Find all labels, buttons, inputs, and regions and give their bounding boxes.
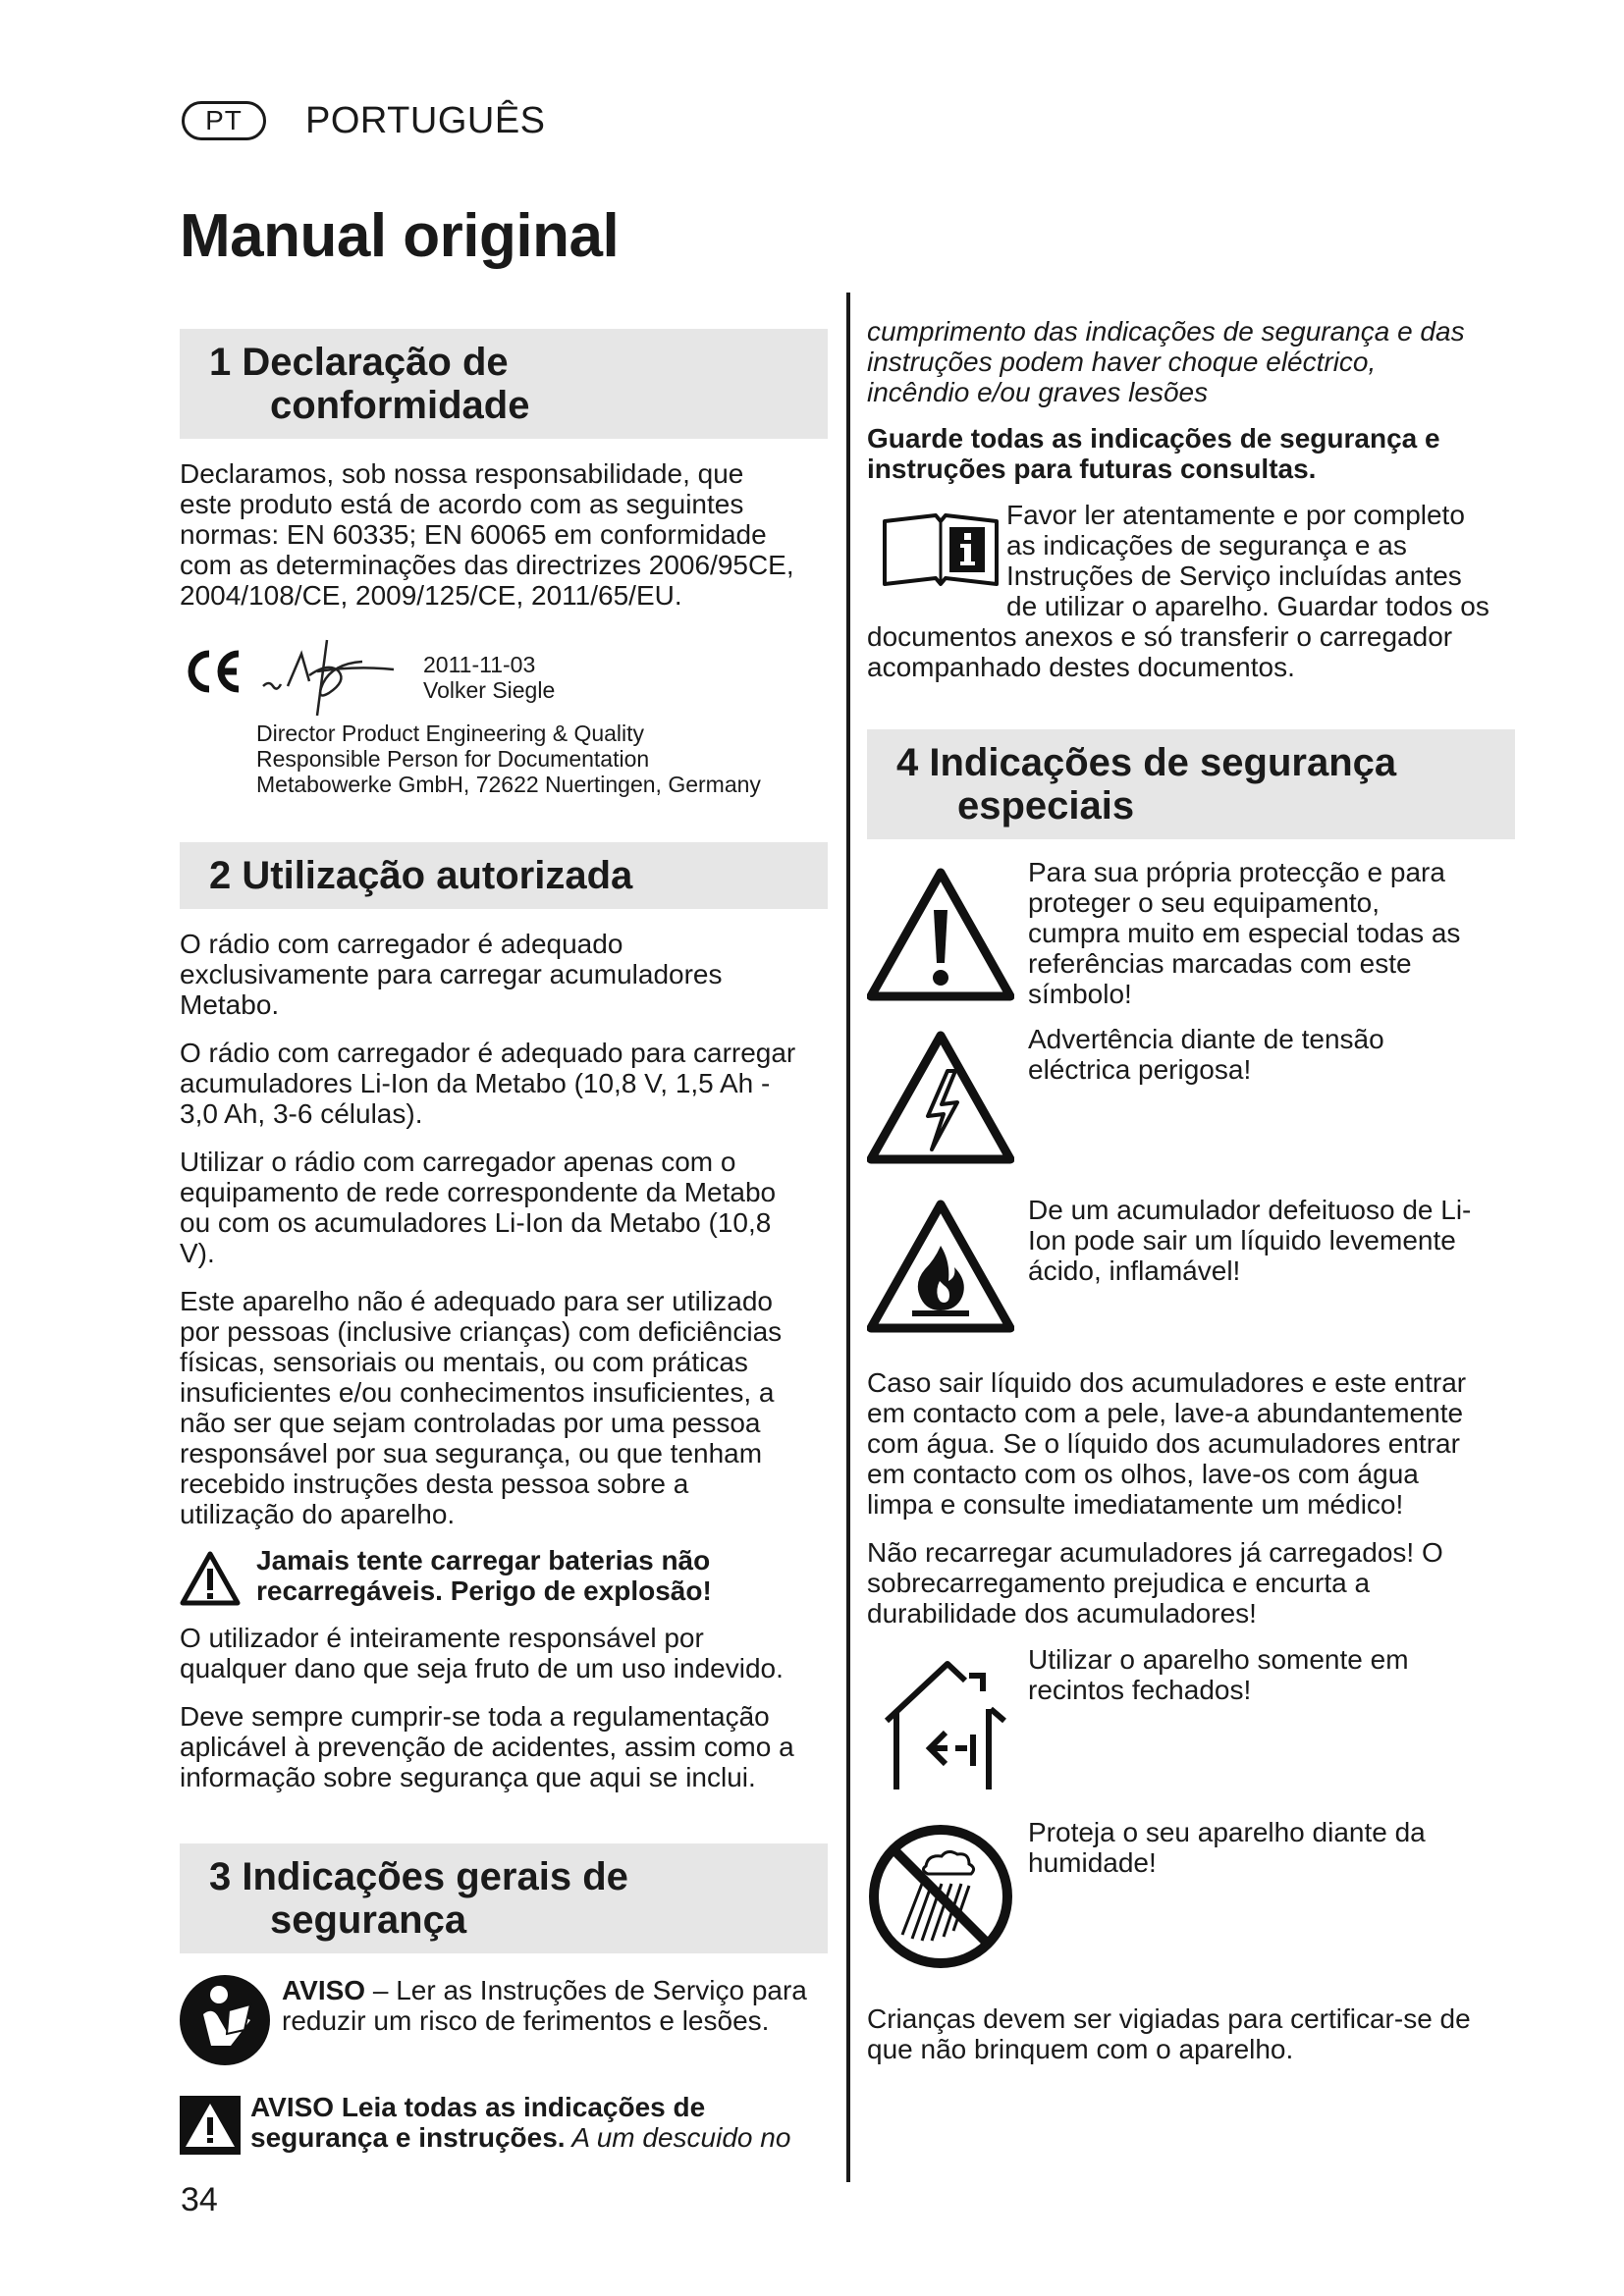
text-line: O rádio com carregador é adequado <box>180 929 623 959</box>
text-line: segurança e instruções. <box>250 2122 566 2153</box>
section-title-line: Declaração de <box>242 341 509 384</box>
section-3-heading <box>180 1843 828 1953</box>
text-line: físicas, sensoriais ou mentais, ou com práticas <box>180 1347 748 1377</box>
section-number: 4 <box>896 741 919 784</box>
aviso-label: AVISO <box>282 1975 366 2005</box>
text-line: Utilizar o aparelho somente em <box>1028 1644 1409 1675</box>
text-line: em contacto com os olhos, lave-os com água <box>867 1459 1419 1489</box>
flammable-hazard-icon <box>867 1195 1014 1341</box>
text-line: que não brinquem com o aparelho. <box>867 2034 1294 2064</box>
section-title: Utilização autorizada <box>242 854 633 897</box>
text-line: A um descuido no <box>565 2122 791 2153</box>
text-line: Este aparelho não é adequado para ser utilizado <box>180 1286 773 1316</box>
symbol-description <box>1014 1644 1515 1705</box>
section-4-heading <box>867 729 1515 839</box>
symbol-description <box>1014 1195 1515 1286</box>
ce-mark-icon <box>191 654 239 689</box>
paragraph <box>180 1147 828 1268</box>
text-line: Favor ler atentamente e por completo <box>1006 500 1465 530</box>
general-warning-icon <box>867 857 1014 1009</box>
declaration-paragraph <box>180 458 828 611</box>
symbol-description <box>1014 1024 1515 1085</box>
signer-title: Director Product Engineering & Quality <box>256 721 645 746</box>
text-line: V). <box>180 1238 215 1268</box>
text-line: AVISO Leia todas as indicações de <box>250 2092 706 2122</box>
page-title: Manual original <box>180 202 620 270</box>
text-line: Proteja o seu aparelho diante da <box>1028 1817 1426 1847</box>
text-line: proteger o seu equipamento, <box>1028 887 1380 918</box>
declaration-date: 2011-11-03 <box>423 652 536 677</box>
text-line: as indicações de segurança e as <box>1006 530 1407 561</box>
text-line: por pessoas (inclusive crianças) com deficiências <box>180 1316 783 1347</box>
conformity-declaration-block <box>180 632 828 809</box>
section-title-line: segurança <box>270 1898 467 1942</box>
symbol-description <box>1014 1817 1515 1878</box>
battery-warning <box>180 1545 828 1611</box>
symbol-row <box>867 1817 1515 2003</box>
indoor-use-icon <box>867 1644 1014 1802</box>
warning-text <box>256 1545 828 1606</box>
paragraph <box>180 1038 828 1129</box>
text-line: Utilizar o rádio com carregador apenas com o <box>180 1147 736 1177</box>
signature-icon <box>263 640 394 716</box>
section-title-line: Indicações gerais de <box>242 1855 628 1898</box>
text-line: acompanhado destes documentos. <box>867 652 1295 682</box>
text-line: qualquer dano que seja fruto de um uso indevido. <box>180 1653 784 1683</box>
symbol-description <box>1014 857 1515 1009</box>
section-title-line: especiais <box>957 784 1135 828</box>
text-line: De um acumulador defeituoso de Li- <box>1028 1195 1472 1225</box>
text-line: Deve sempre cumprir-se toda a regulamentação <box>180 1701 770 1732</box>
read-manual-warning <box>180 1975 828 2070</box>
text-line: recarregáveis. Perigo de explosão! <box>256 1575 712 1606</box>
symbol-row <box>867 1644 1515 1817</box>
text-line: durabilidade dos acumuladores! <box>867 1598 1257 1629</box>
language-indicator <box>182 98 546 143</box>
symbol-row <box>867 857 1515 1024</box>
paragraph <box>180 1286 828 1529</box>
paragraph <box>867 621 1515 682</box>
symbol-row <box>867 1024 1515 1195</box>
section-title-line: conformidade <box>270 384 530 427</box>
paragraph <box>867 1367 1515 1520</box>
text-line: incêndio e/ou graves lesões <box>867 377 1209 407</box>
text-line: acumuladores Li-Ion da Metabo (10,8 V, 1,5 Ah - <box>180 1068 771 1098</box>
text-line: Crianças devem ser vigiadas para certificar-se de <box>867 2003 1471 2034</box>
general-safety-warning <box>180 2092 828 2160</box>
text-line: Ion pode sair um líquido levemente <box>1028 1225 1456 1255</box>
text-line: Jamais tente carregar baterias não <box>256 1545 711 1575</box>
text-line: limpa e consulte imediatamente um médico! <box>867 1489 1404 1520</box>
text-line: normas: EN 60335; EN 60065 em conformidade <box>180 519 767 550</box>
signer-role: Responsible Person for Documentation <box>256 746 650 772</box>
text-line: referências marcadas com este <box>1028 948 1412 979</box>
company-address: Metabowerke GmbH, 72622 Nuertingen, Germany <box>256 772 761 797</box>
text-line: recebido instruções desta pessoa sobre a <box>180 1468 689 1499</box>
section-number: 1 <box>209 341 232 384</box>
language-code-badge: PT <box>182 101 266 140</box>
paragraph <box>180 1623 828 1683</box>
text-line: informação sobre segurança que aqui se inclui. <box>180 1762 756 1792</box>
text-line: 3,0 Ah, 3-6 células). <box>180 1098 423 1129</box>
right-column <box>867 316 1515 2064</box>
left-column <box>180 329 828 2160</box>
continued-warning-text <box>867 316 1515 407</box>
section-1-heading <box>180 329 828 439</box>
text-line: Caso sair líquido dos acumuladores e este entrar <box>867 1367 1467 1398</box>
text-line: eléctrica perigosa! <box>1028 1054 1252 1085</box>
text-line: sobrecarregamento prejudica e encurta a <box>867 1568 1371 1598</box>
text-line: exclusivamente para carregar acumuladores <box>180 959 723 989</box>
warning-triangle-icon <box>180 1545 256 1611</box>
text-line: equipamento de rede correspondente da Metabo <box>180 1177 777 1207</box>
text-line: O utilizador é inteiramente responsável por <box>180 1623 704 1653</box>
text-line: em contacto com a pele, lave-a abundantemente <box>867 1398 1464 1428</box>
signer-name: Volker Siegle <box>423 677 556 703</box>
text-line: com água. Se o líquido dos acumuladores entrar <box>867 1428 1460 1459</box>
text-line: Guarde todas as indicações de segurança e <box>867 423 1440 454</box>
section-2-heading <box>180 842 828 909</box>
read-manual-icon <box>180 1975 282 2070</box>
text-line: ácido, inflamável! <box>1028 1255 1241 1286</box>
text-line: instruções podem haver choque eléctrico, <box>867 347 1377 377</box>
section-title-line: Indicações de segurança <box>929 741 1397 784</box>
text-line: ou com os acumuladores Li-Ion da Metabo (10,8 <box>180 1207 772 1238</box>
page-number: 34 <box>181 2181 218 2218</box>
paragraph <box>180 929 828 1020</box>
info-manual-icon <box>881 506 1001 595</box>
paragraph <box>180 1701 828 1792</box>
text-line: não ser que sejam controladas por uma pessoa <box>180 1408 761 1438</box>
text-line: Declaramos, sob nossa responsabilidade, que <box>180 458 744 489</box>
language-name: PORTUGUÊS <box>305 99 546 141</box>
text-line: este produto está de acordo com as seguintes <box>180 489 744 519</box>
paragraph <box>867 2003 1515 2064</box>
text-line: documentos anexos e só transferir o carregador <box>867 621 1453 652</box>
text-line: O rádio com carregador é adequado para carregar <box>180 1038 796 1068</box>
text-line: reduzir um risco de ferimentos e lesões. <box>282 2005 770 2036</box>
text-line: humidade! <box>1028 1847 1157 1878</box>
text-line: Não recarregar acumuladores já carregados! O <box>867 1537 1443 1568</box>
paragraph <box>867 1537 1515 1629</box>
keep-instructions-text <box>867 423 1515 484</box>
text-line: responsável por sua segurança, ou que tenham <box>180 1438 763 1468</box>
text-line: Metabo. <box>180 989 280 1020</box>
symbol-row <box>867 1195 1515 1363</box>
text-line: cumprimento das indicações de segurança e das <box>867 316 1465 347</box>
text-line: 2004/108/CE, 2009/125/CE, 2011/65/EU. <box>180 580 682 611</box>
text-line: instruções para futuras consultas. <box>867 454 1317 484</box>
warning-sign-icon <box>180 2092 250 2160</box>
text-line: Para sua própria protecção e para <box>1028 857 1445 887</box>
text-line: símbolo! <box>1028 979 1132 1009</box>
text-line: insuficientes e/ou conhecimentos insuficientes, a <box>180 1377 775 1408</box>
section-number: 3 <box>209 1855 232 1898</box>
section-number: 2 <box>209 854 232 897</box>
text-line: com as determinações das directrizes 2006/95CE, <box>180 550 794 580</box>
text-line: utilização do aparelho. <box>180 1499 456 1529</box>
warning-text <box>250 2092 828 2153</box>
text-line: de utilizar o aparelho. Guardar todos os <box>1006 591 1489 621</box>
text-line: recintos fechados! <box>1028 1675 1252 1705</box>
text-line: – Ler as Instruções de Serviço para <box>365 1975 807 2005</box>
read-instructions-block <box>867 500 1515 682</box>
text-line: Instruções de Serviço incluídas antes <box>1006 561 1462 591</box>
warning-text <box>282 1975 828 2036</box>
electric-hazard-icon <box>867 1024 1014 1172</box>
text-line: aplicável à prevenção de acidentes, assim como a <box>180 1732 794 1762</box>
no-rain-icon <box>867 1817 1014 1975</box>
text-line: Advertência diante de tensão <box>1028 1024 1384 1054</box>
text-line: cumpra muito em especial todas as <box>1028 918 1461 948</box>
column-divider <box>846 293 850 2182</box>
